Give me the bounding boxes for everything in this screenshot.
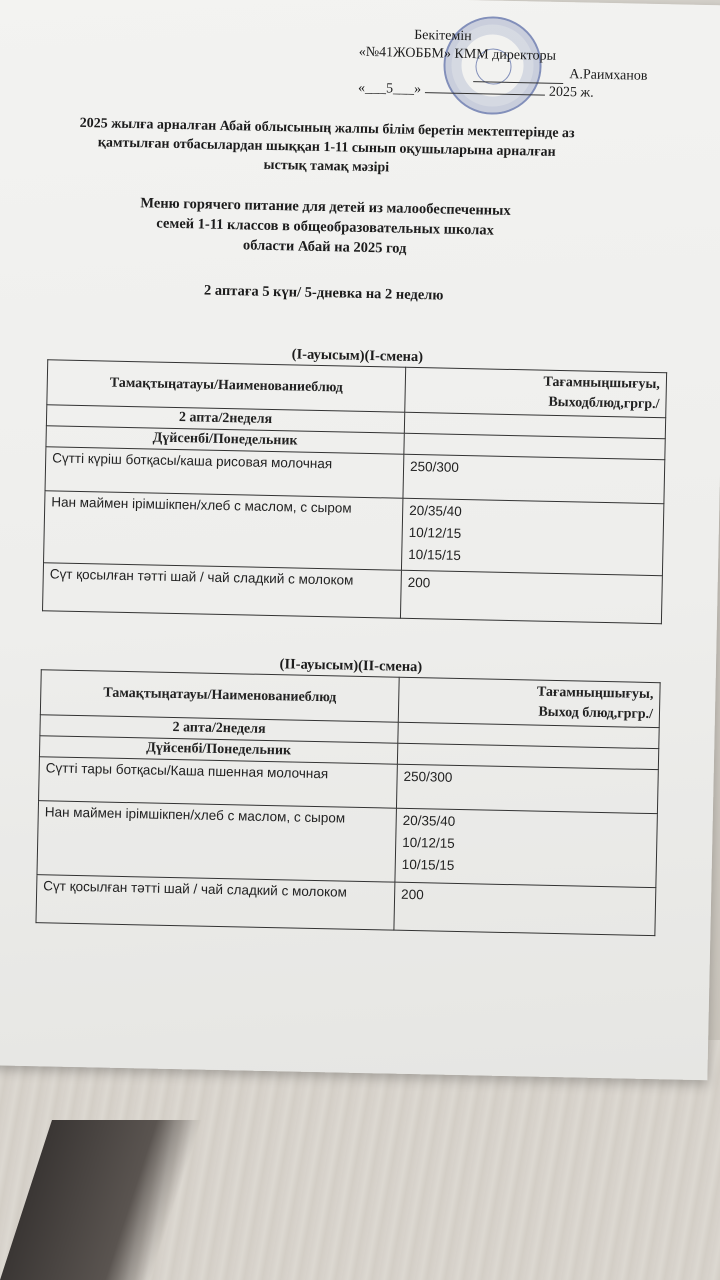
shift1-label: (І-ауысым)(І-смена) [291, 346, 424, 366]
title-kazakh: 2025 жылға арналған Абай облысының жалпы білім беретін мектептерінде аз қамтылған отбасылардан шыққан 1-11 сынып оқушыларына арналған ыстық тамақ мәзірі [79, 115, 575, 176]
title-week-schedule: 2 аптаға 5 күн/ 5-дневка на 2 неделю [203, 282, 444, 304]
column-header-portion: Тағамныңшығуы, Выход блюд,гргр./ [398, 677, 660, 727]
column-header-dish: Тамақтыңатауы/Наименованиеблюд [47, 360, 406, 412]
approval-title: Бекітемін [413, 27, 472, 45]
table-row: Нан маймен ірімшікпен/хлеб с маслом, с сыром 20/35/40 10/12/15 10/15/15 [37, 801, 657, 888]
table-row: Сүт қосылған тәтті шай / чай сладкий с молоком 200 [36, 875, 656, 936]
title-russian: Меню горячего питание для детей из малообеспеченных семей 1-11 классов в общеобразовательных школах области Абай на 2025 год [140, 195, 511, 257]
day-row: Дүйсенбі/Понедельник [46, 426, 665, 460]
approval-block [357, 26, 648, 104]
shift2-menu-table [35, 669, 660, 936]
table-row: Сүт қосылған тәтті шай / чай сладкий с молоком 200 [43, 563, 663, 624]
column-header-dish: Тамақтыңатауы/Наименованиеблюд [40, 670, 399, 722]
table-row: Нан маймен ірімшікпен/хлеб с маслом, с сыром 20/35/40 10/12/15 10/15/15 [44, 491, 664, 576]
table-row: Сүтті күріш ботқасы/каша рисовая молочная 250/300 [45, 447, 665, 504]
approval-date: «___5___» 2025 ж. [357, 80, 594, 101]
week-row: 2 апта/2неделя [46, 405, 665, 439]
table-row: Сүтті тары ботқасы/Каша пшенная молочная 250/300 [39, 757, 659, 814]
day-row: Дүйсенбі/Понедельник [39, 736, 658, 770]
approval-position: «№41ЖОББМ» КММ директоры [358, 44, 557, 64]
shift2-label: (ІІ-ауысым)(ІІ-смена) [279, 656, 423, 676]
approval-name: А.Раимханов [569, 67, 648, 84]
shift1-menu-table [42, 359, 667, 624]
week-row: 2 апта/2неделя [40, 715, 659, 749]
column-header-portion: Тағамныңшығуы, Выходблюд,гргр./ [405, 367, 667, 417]
